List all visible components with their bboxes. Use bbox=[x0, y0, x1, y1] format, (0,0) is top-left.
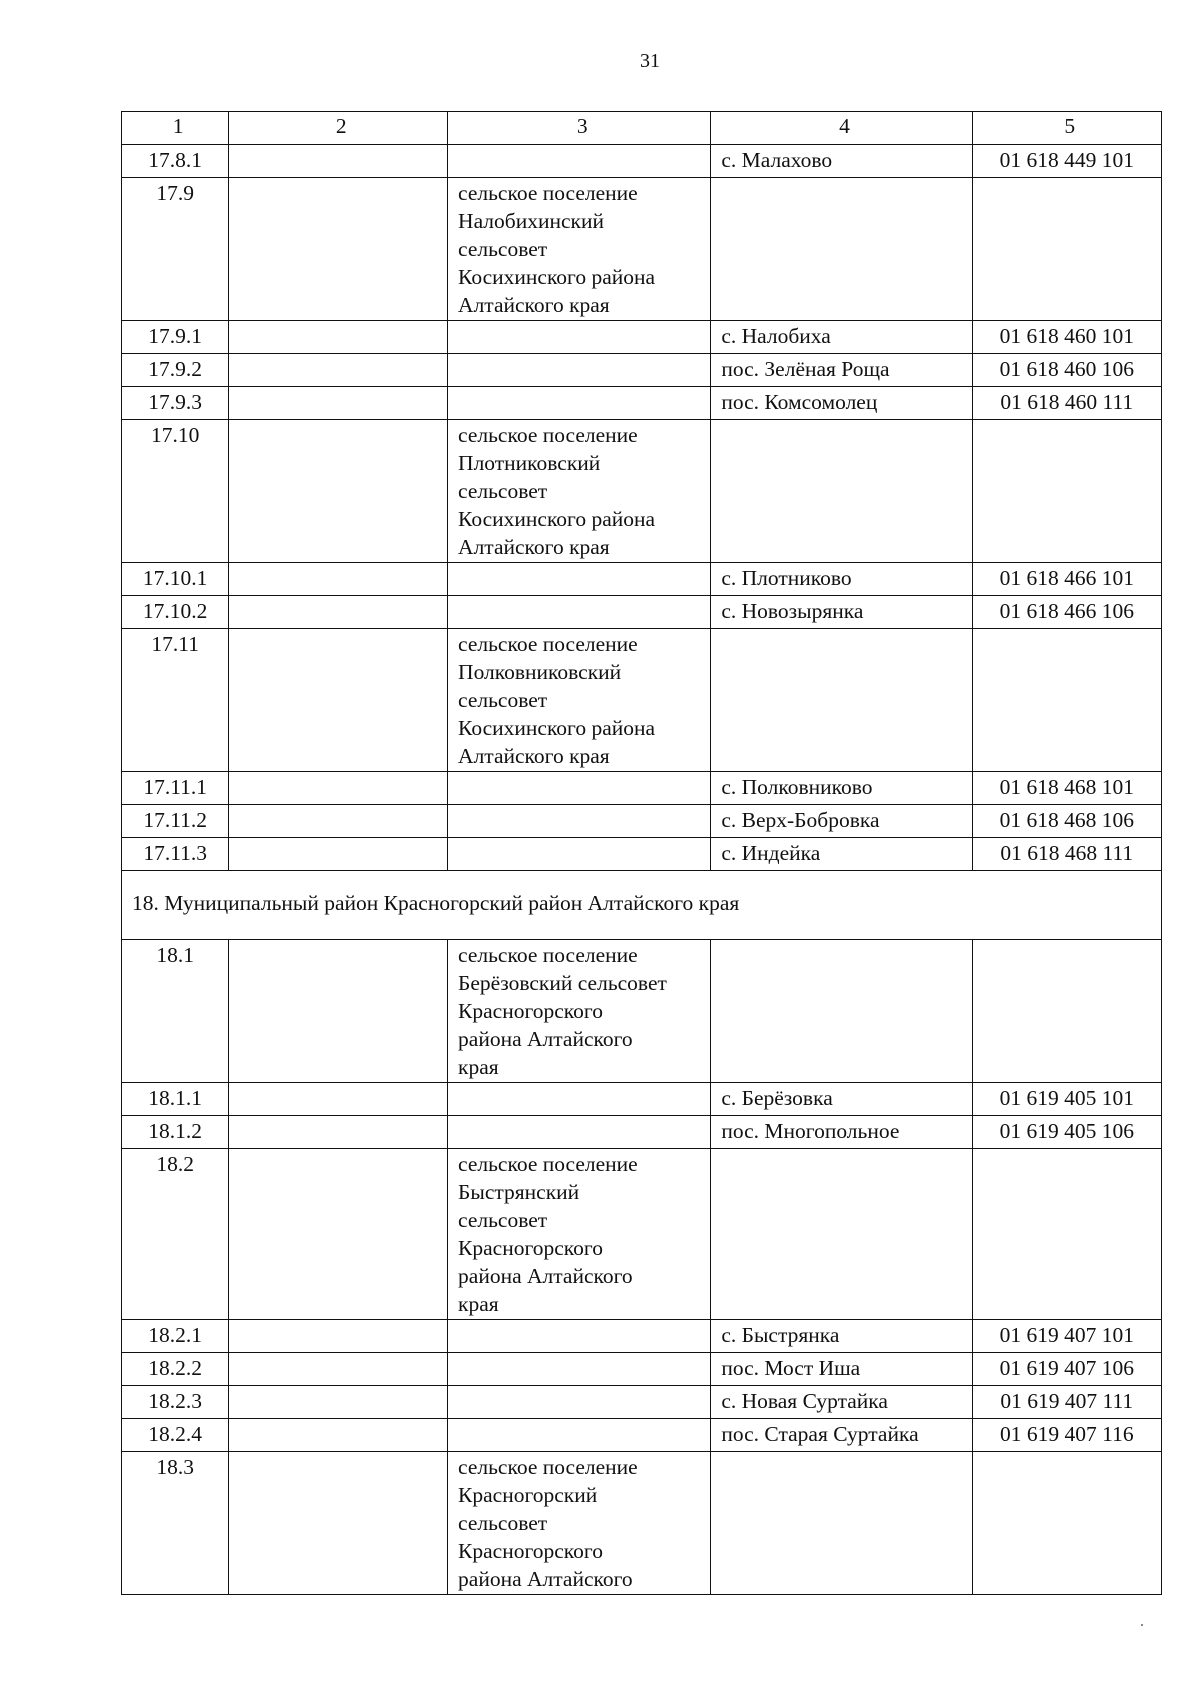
municipality-name bbox=[448, 354, 711, 387]
item-number: 17.9.3 bbox=[122, 387, 229, 420]
item-number: 17.8.1 bbox=[122, 145, 229, 178]
municipality-name bbox=[448, 321, 711, 354]
municipality-name bbox=[448, 1386, 711, 1419]
table-row bbox=[122, 387, 1162, 420]
municipality-name bbox=[448, 805, 711, 838]
oktmo-code bbox=[972, 1452, 1161, 1595]
item-number: 17.10.2 bbox=[122, 596, 229, 629]
municipality-name bbox=[448, 1083, 711, 1116]
item-number: 17.9 bbox=[122, 178, 229, 321]
settlement-name bbox=[711, 178, 972, 321]
section-title: 18. Муниципальный район Красногорский район Алтайского края bbox=[122, 871, 1162, 940]
table-row bbox=[122, 772, 1162, 805]
table-row bbox=[122, 805, 1162, 838]
oktmo-code: 01 618 466 106 bbox=[972, 596, 1161, 629]
col-2-cell bbox=[229, 1083, 448, 1116]
item-number: 17.9.2 bbox=[122, 354, 229, 387]
item-number: 17.10 bbox=[122, 420, 229, 563]
settlement-name bbox=[711, 420, 972, 563]
item-number: 17.9.1 bbox=[122, 321, 229, 354]
municipality-name bbox=[448, 1320, 711, 1353]
municipality-name bbox=[448, 387, 711, 420]
settlement-name: с. Малахово bbox=[711, 145, 972, 178]
municipality-name: сельское поселение Красногорский сельсовет Красногорского района Алтайского bbox=[448, 1452, 711, 1595]
table-row bbox=[122, 321, 1162, 354]
col-2-cell bbox=[229, 178, 448, 321]
oktmo-code: 01 619 407 116 bbox=[972, 1419, 1161, 1452]
section-header-row bbox=[122, 871, 1162, 940]
table-row bbox=[122, 1452, 1162, 1595]
settlement-name: пос. Старая Суртайка bbox=[711, 1419, 972, 1452]
header-col-4: 4 bbox=[711, 112, 972, 145]
municipality-name bbox=[448, 1116, 711, 1149]
oktmo-code: 01 618 466 101 bbox=[972, 563, 1161, 596]
item-number: 17.11.1 bbox=[122, 772, 229, 805]
table-row bbox=[122, 940, 1162, 1083]
col-2-cell bbox=[229, 1353, 448, 1386]
item-number: 18.2.1 bbox=[122, 1320, 229, 1353]
oktmo-code: 01 619 407 106 bbox=[972, 1353, 1161, 1386]
municipality-name: сельское поселение Налобихинский сельсовет Косихинского района Алтайского края bbox=[448, 178, 711, 321]
header-col-5: 5 bbox=[972, 112, 1161, 145]
item-number: 18.1 bbox=[122, 940, 229, 1083]
oktmo-code bbox=[972, 940, 1161, 1083]
oktmo-code: 01 619 405 106 bbox=[972, 1116, 1161, 1149]
item-number: 17.10.1 bbox=[122, 563, 229, 596]
table-row bbox=[122, 1386, 1162, 1419]
col-2-cell bbox=[229, 1386, 448, 1419]
settlement-name: с. Быстрянка bbox=[711, 1320, 972, 1353]
oktmo-code bbox=[972, 629, 1161, 772]
settlement-name: с. Верх-Бобровка bbox=[711, 805, 972, 838]
table-row bbox=[122, 178, 1162, 321]
oktmo-code bbox=[972, 1149, 1161, 1320]
col-2-cell bbox=[229, 772, 448, 805]
municipality-name bbox=[448, 596, 711, 629]
item-number: 17.11 bbox=[122, 629, 229, 772]
col-2-cell bbox=[229, 940, 448, 1083]
municipality-name bbox=[448, 838, 711, 871]
municipality-name: сельское поселение Полковниковский сельсовет Косихинского района Алтайского края bbox=[448, 629, 711, 772]
header-col-1: 1 bbox=[122, 112, 229, 145]
table-row bbox=[122, 145, 1162, 178]
item-number: 18.1.2 bbox=[122, 1116, 229, 1149]
settlement-name bbox=[711, 1452, 972, 1595]
oktmo-code: 01 619 405 101 bbox=[972, 1083, 1161, 1116]
col-2-cell bbox=[229, 420, 448, 563]
settlement-name: пос. Многопольное bbox=[711, 1116, 972, 1149]
col-2-cell bbox=[229, 596, 448, 629]
settlement-name bbox=[711, 940, 972, 1083]
municipality-name: сельское поселение Плотниковский сельсовет Косихинского района Алтайского края bbox=[448, 420, 711, 563]
col-2-cell bbox=[229, 387, 448, 420]
oktmo-code: 01 618 468 106 bbox=[972, 805, 1161, 838]
table-row bbox=[122, 1419, 1162, 1452]
col-2-cell bbox=[229, 838, 448, 871]
col-2-cell bbox=[229, 629, 448, 772]
settlement-name: пос. Зелёная Роща bbox=[711, 354, 972, 387]
settlement-name bbox=[711, 629, 972, 772]
col-2-cell bbox=[229, 1452, 448, 1595]
settlement-name: пос. Мост Иша bbox=[711, 1353, 972, 1386]
settlement-name: с. Берёзовка bbox=[711, 1083, 972, 1116]
municipality-name: сельское поселение Быстрянский сельсовет Красногорского района Алтайского края bbox=[448, 1149, 711, 1320]
settlement-name: с. Плотниково bbox=[711, 563, 972, 596]
settlement-name: пос. Комсомолец bbox=[711, 387, 972, 420]
col-2-cell bbox=[229, 145, 448, 178]
municipality-name bbox=[448, 772, 711, 805]
oktmo-code: 01 619 407 111 bbox=[972, 1386, 1161, 1419]
col-2-cell bbox=[229, 563, 448, 596]
table-row bbox=[122, 354, 1162, 387]
table-row bbox=[122, 1320, 1162, 1353]
header-col-3: 3 bbox=[448, 112, 711, 145]
item-number: 17.11.2 bbox=[122, 805, 229, 838]
oktmo-code: 01 618 468 101 bbox=[972, 772, 1161, 805]
table-row bbox=[122, 1083, 1162, 1116]
item-number: 18.2.3 bbox=[122, 1386, 229, 1419]
table-row bbox=[122, 629, 1162, 772]
oktmo-code: 01 619 407 101 bbox=[972, 1320, 1161, 1353]
municipality-name bbox=[448, 1419, 711, 1452]
col-2-cell bbox=[229, 1320, 448, 1353]
item-number: 18.2.4 bbox=[122, 1419, 229, 1452]
table-row bbox=[122, 1353, 1162, 1386]
municipality-name bbox=[448, 1353, 711, 1386]
municipality-name bbox=[448, 145, 711, 178]
table-body bbox=[122, 112, 1162, 1595]
item-number: 18.1.1 bbox=[122, 1083, 229, 1116]
item-number: 17.11.3 bbox=[122, 838, 229, 871]
table-row bbox=[122, 1116, 1162, 1149]
table-row bbox=[122, 563, 1162, 596]
settlement-name: с. Полковниково bbox=[711, 772, 972, 805]
oktmo-code: 01 618 449 101 bbox=[972, 145, 1161, 178]
settlement-register-table bbox=[121, 111, 1162, 1595]
table-header-row bbox=[122, 112, 1162, 145]
oktmo-code bbox=[972, 420, 1161, 563]
item-number: 18.3 bbox=[122, 1452, 229, 1595]
scan-speck bbox=[1141, 1624, 1143, 1626]
settlement-name: с. Новая Суртайка bbox=[711, 1386, 972, 1419]
header-col-2: 2 bbox=[229, 112, 448, 145]
oktmo-code: 01 618 460 111 bbox=[972, 387, 1161, 420]
oktmo-code: 01 618 460 101 bbox=[972, 321, 1161, 354]
settlement-name: с. Индейка bbox=[711, 838, 972, 871]
table-row bbox=[122, 1149, 1162, 1320]
col-2-cell bbox=[229, 805, 448, 838]
col-2-cell bbox=[229, 354, 448, 387]
oktmo-code: 01 618 468 111 bbox=[972, 838, 1161, 871]
table-row bbox=[122, 838, 1162, 871]
municipality-name bbox=[448, 563, 711, 596]
item-number: 18.2.2 bbox=[122, 1353, 229, 1386]
settlement-name bbox=[711, 1149, 972, 1320]
item-number: 18.2 bbox=[122, 1149, 229, 1320]
col-2-cell bbox=[229, 1419, 448, 1452]
settlement-name: с. Новозырянка bbox=[711, 596, 972, 629]
col-2-cell bbox=[229, 321, 448, 354]
page-number: 31 bbox=[640, 50, 660, 72]
table-row bbox=[122, 420, 1162, 563]
settlement-name: с. Налобиха bbox=[711, 321, 972, 354]
col-2-cell bbox=[229, 1149, 448, 1320]
col-2-cell bbox=[229, 1116, 448, 1149]
oktmo-code bbox=[972, 178, 1161, 321]
table-row bbox=[122, 596, 1162, 629]
municipality-name: сельское поселение Берёзовский сельсовет Красногорского района Алтайского края bbox=[448, 940, 711, 1083]
oktmo-code: 01 618 460 106 bbox=[972, 354, 1161, 387]
